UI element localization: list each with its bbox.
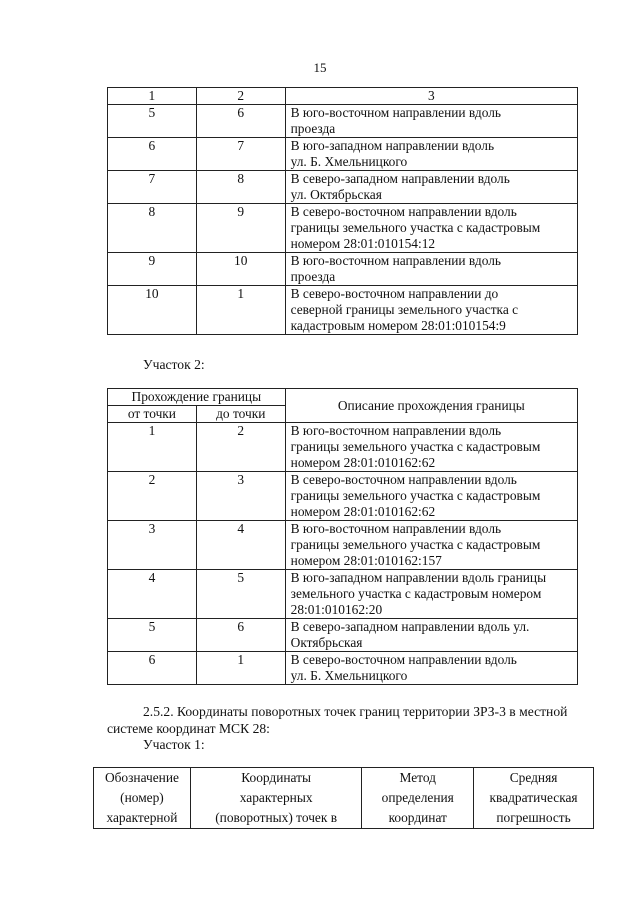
description-line: В юго-западном направлении вдоль <box>290 138 495 153</box>
to-point-cell: 6 <box>196 619 285 652</box>
description-line: В северо-западном направлении вдоль <box>290 171 510 186</box>
description-line: проезда <box>290 121 336 136</box>
table-row <box>108 521 578 570</box>
description-line: В северо-западном направлении вдоль ул. <box>290 619 530 634</box>
paragraph-line: 2.5.2. Координаты поворотных точек границ территории ЗРЗ-3 в местной <box>143 704 568 719</box>
to-point-cell: 1 <box>196 286 285 335</box>
description-line: номером 28:01:010162:62 <box>290 455 436 470</box>
from-point-cell: 2 <box>108 472 197 521</box>
description-line: границы земельного участка с кадастровым <box>290 439 541 454</box>
section-label-plot-1: Участок 1: <box>143 737 205 752</box>
coordinates-table <box>93 767 594 829</box>
header-boundary-description: Описание прохождения границы <box>285 389 577 423</box>
description-line: проезда <box>290 269 336 284</box>
table-row <box>108 286 578 335</box>
description-line: ул. Б. Хмельницкого <box>290 154 408 169</box>
page-number: 15 <box>313 60 327 75</box>
boundary-table-1 <box>107 87 578 335</box>
description-line: границы земельного участка с кадастровым <box>290 220 541 235</box>
description-cell <box>285 286 577 335</box>
table-header-row <box>108 389 578 406</box>
description-cell <box>285 570 577 619</box>
description-line: номером 28:01:010162:62 <box>290 504 436 519</box>
from-point-cell: 6 <box>108 138 197 171</box>
boundary-table-2-body <box>108 389 578 685</box>
to-point-cell: 5 <box>196 570 285 619</box>
header-from-point: от точки <box>108 406 197 423</box>
description-line: номером 28:01:010162:157 <box>290 553 442 568</box>
table-row <box>108 138 578 171</box>
description-cell <box>285 521 577 570</box>
description-line: земельного участка с кадастровым номером <box>290 586 542 601</box>
column-header: 3 <box>285 88 577 105</box>
header-point-designation: Обозначение (номер) характерной <box>94 768 191 829</box>
description-cell <box>285 423 577 472</box>
description-line: В северо-восточном направлении вдоль <box>290 472 517 487</box>
description-cell <box>285 472 577 521</box>
paragraph-line: системе координат МСК 28: <box>107 721 270 736</box>
description-line: ул. Б. Хмельницкого <box>290 668 408 683</box>
column-header: 2 <box>196 88 285 105</box>
description-line: Октябрьская <box>290 635 363 650</box>
description-line: В юго-восточном направлении вдоль <box>290 253 502 268</box>
from-point-cell: 9 <box>108 253 197 286</box>
description-line: В юго-восточном направлении вдоль <box>290 423 502 438</box>
to-point-cell: 4 <box>196 521 285 570</box>
description-cell <box>285 253 577 286</box>
table-row <box>108 105 578 138</box>
description-line: В северо-восточном направлении вдоль <box>290 652 517 667</box>
description-line: В юго-восточном направлении вдоль <box>290 105 502 120</box>
table-header-row <box>108 88 578 105</box>
header-to-point: до точки <box>196 406 285 423</box>
header-coordinates: Координаты характерных (поворотных) точек в <box>190 768 361 829</box>
boundary-table-1-body <box>108 88 578 335</box>
description-line: В северо-восточном направлении до <box>290 286 499 301</box>
from-point-cell: 7 <box>108 171 197 204</box>
from-point-cell: 8 <box>108 204 197 253</box>
description-line: кадастровым номером 28:01:010154:9 <box>290 318 506 333</box>
description-line: В юго-восточном направлении вдоль <box>290 521 502 536</box>
from-point-cell: 10 <box>108 286 197 335</box>
table-row <box>108 472 578 521</box>
table-row <box>108 570 578 619</box>
table-header-row <box>94 768 594 829</box>
from-point-cell: 6 <box>108 652 197 685</box>
table-row <box>108 171 578 204</box>
description-cell <box>285 105 577 138</box>
description-line: В юго-западном направлении вдоль границы <box>290 570 547 585</box>
boundary-table-2 <box>107 388 578 685</box>
to-point-cell: 8 <box>196 171 285 204</box>
description-cell <box>285 619 577 652</box>
description-line: границы земельного участка с кадастровым <box>290 488 541 503</box>
to-point-cell: 2 <box>196 423 285 472</box>
description-cell <box>285 652 577 685</box>
table-row <box>108 619 578 652</box>
to-point-cell: 9 <box>196 204 285 253</box>
to-point-cell: 3 <box>196 472 285 521</box>
description-cell <box>285 204 577 253</box>
description-line: В северо-восточном направлении вдоль <box>290 204 517 219</box>
column-header: 1 <box>108 88 197 105</box>
description-line: номером 28:01:010154:12 <box>290 236 436 251</box>
to-point-cell: 6 <box>196 105 285 138</box>
table-row <box>108 423 578 472</box>
table-row <box>108 253 578 286</box>
description-cell <box>285 138 577 171</box>
to-point-cell: 7 <box>196 138 285 171</box>
header-mean-error: Средняя квадратическая погрешность <box>474 768 594 829</box>
description-line: ул. Октябрьская <box>290 187 382 202</box>
header-boundary-passage: Прохождение границы <box>108 389 286 406</box>
section-label-plot-2: Участок 2: <box>143 357 205 372</box>
description-line: 28:01:010162:20 <box>290 602 383 617</box>
from-point-cell: 5 <box>108 619 197 652</box>
to-point-cell: 1 <box>196 652 285 685</box>
from-point-cell: 1 <box>108 423 197 472</box>
table-row <box>108 652 578 685</box>
description-line: границы земельного участка с кадастровым <box>290 537 541 552</box>
from-point-cell: 4 <box>108 570 197 619</box>
section-paragraph <box>107 703 601 737</box>
table-row <box>108 204 578 253</box>
description-cell <box>285 171 577 204</box>
to-point-cell: 10 <box>196 253 285 286</box>
header-method: Метод определения координат <box>362 768 474 829</box>
description-line: северной границы земельного участка с <box>290 302 519 317</box>
from-point-cell: 3 <box>108 521 197 570</box>
from-point-cell: 5 <box>108 105 197 138</box>
